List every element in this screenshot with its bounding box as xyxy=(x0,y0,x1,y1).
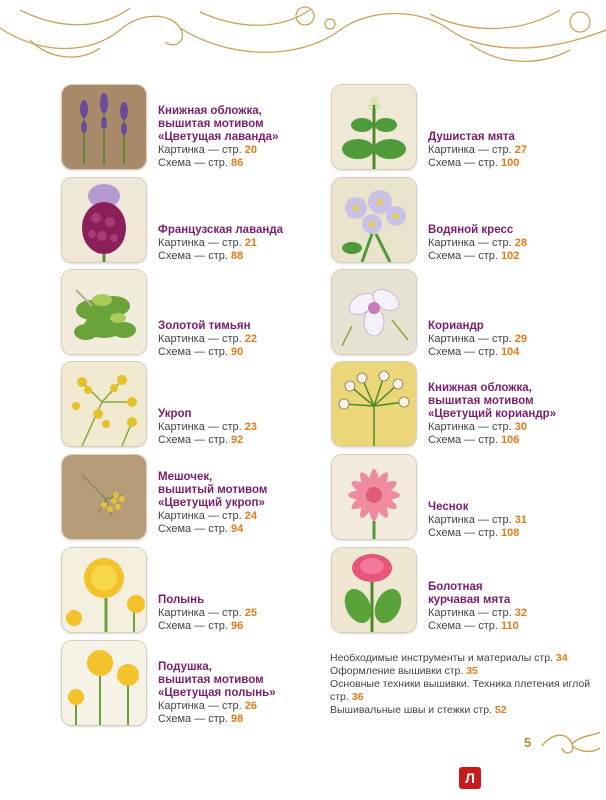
picture-label: Картинка — стр. xyxy=(428,514,512,526)
fragrant-mint-image xyxy=(332,85,416,169)
scheme-label: Схема — стр. xyxy=(158,250,228,262)
scheme-page[interactable]: 90 xyxy=(231,346,244,358)
entry-garlic[interactable] xyxy=(332,455,602,539)
picture-page[interactable]: 20 xyxy=(244,144,257,156)
picture-label: Картинка — стр. xyxy=(428,144,512,156)
entry-golden-thyme[interactable] xyxy=(62,270,332,358)
entry-dill-pouch[interactable] xyxy=(62,455,332,539)
picture-page[interactable]: 28 xyxy=(514,237,527,249)
entry-wormwood[interactable] xyxy=(62,548,332,632)
entry-wormwood-pillow[interactable] xyxy=(62,641,332,725)
entry-title: Кориандр xyxy=(428,320,484,332)
picture-label: Картинка — стр. xyxy=(158,607,242,619)
wormwood-image xyxy=(62,548,146,632)
entry-dill[interactable] xyxy=(62,362,332,446)
top-ornament xyxy=(0,0,606,70)
picture-page[interactable]: 23 xyxy=(244,421,257,433)
scheme-label: Схема — стр. xyxy=(428,434,498,446)
scheme-page[interactable]: 108 xyxy=(501,527,520,539)
entry-fragrant-mint[interactable] xyxy=(332,85,602,169)
picture-page[interactable]: 30 xyxy=(514,421,527,433)
picture-page[interactable]: 31 xyxy=(514,514,527,526)
scheme-label: Схема — стр. xyxy=(158,346,228,358)
scheme-page[interactable]: 102 xyxy=(501,250,520,262)
picture-page[interactable]: 29 xyxy=(514,333,527,345)
watermark-logo: Л xyxy=(459,767,481,789)
scheme-label: Схема — стр. xyxy=(428,250,498,262)
picture-label: Картинка — стр. xyxy=(428,237,512,249)
picture-label: Картинка — стр. xyxy=(428,421,512,433)
french-lavender-image xyxy=(62,178,146,262)
curly-water-mint-image xyxy=(332,548,416,632)
entry-title: Французская лаванда xyxy=(158,224,284,236)
scheme-label: Схема — стр. xyxy=(158,713,228,725)
watercress-image xyxy=(332,178,416,262)
picture-page[interactable]: 24 xyxy=(244,510,257,522)
entry-watercress[interactable] xyxy=(332,178,602,262)
entry-title: Чеснок xyxy=(428,501,469,513)
entry-curly-water-mint[interactable] xyxy=(332,548,602,632)
picture-label: Картинка — стр. xyxy=(158,144,242,156)
picture-page[interactable]: 27 xyxy=(514,144,527,156)
golden-thyme-image xyxy=(62,270,146,354)
chapter-list xyxy=(330,652,600,717)
entry-coriander[interactable] xyxy=(332,270,602,358)
entry-title: Душистая мята xyxy=(428,131,515,143)
scheme-label: Схема — стр. xyxy=(428,527,498,539)
coriander-image xyxy=(332,270,416,354)
entry-title: Книжная обложка, вышитая мотивом «Цветущий кориандр» xyxy=(428,382,557,420)
scheme-label: Схема — стр. xyxy=(428,346,498,358)
entry-title: Мешочек, вышитый мотивом «Цветущий укроп» xyxy=(158,471,268,509)
scheme-page[interactable]: 104 xyxy=(501,346,520,358)
entry-title: Полынь xyxy=(158,594,205,606)
scheme-label: Схема — стр. xyxy=(428,157,498,169)
chapter-item[interactable]: Оформление вышивки стр. 35 xyxy=(330,665,478,677)
entry-title: Золотой тимьян xyxy=(158,320,251,332)
picture-page[interactable]: 21 xyxy=(244,237,257,249)
scheme-label: Схема — стр. xyxy=(158,523,228,535)
scheme-page[interactable]: 98 xyxy=(231,713,244,725)
scheme-page[interactable]: 92 xyxy=(231,434,244,446)
scheme-label: Схема — стр. xyxy=(158,157,228,169)
corner-swirl-ornament xyxy=(538,728,602,758)
picture-label: Картинка — стр. xyxy=(158,510,242,522)
wormwood-pillow-image xyxy=(62,641,146,725)
scheme-page[interactable]: 106 xyxy=(501,434,520,446)
scheme-page[interactable]: 86 xyxy=(231,157,244,169)
dill-pouch-image xyxy=(62,455,146,539)
scheme-page[interactable]: 94 xyxy=(231,523,244,535)
chapter-item[interactable]: Основные техники вышивки. Техника плетения иглой стр. 36 xyxy=(330,678,591,703)
entry-french-lavender[interactable] xyxy=(62,178,332,262)
entry-lavender-cover[interactable] xyxy=(62,85,332,169)
picture-label: Картинка — стр. xyxy=(158,333,242,345)
dill-image xyxy=(62,362,146,446)
picture-page[interactable]: 25 xyxy=(244,607,257,619)
scheme-label: Схема — стр. xyxy=(428,620,498,632)
picture-label: Картинка — стр. xyxy=(428,607,512,619)
entry-title: Подушка, вышитая мотивом «Цветущая полынь» xyxy=(158,661,276,699)
scheme-label: Схема — стр. xyxy=(158,620,228,632)
entry-title: Книжная обложка, вышитая мотивом «Цветущая лаванда» xyxy=(158,105,279,143)
picture-label: Картинка — стр. xyxy=(158,237,242,249)
picture-page[interactable]: 22 xyxy=(244,333,257,345)
entry-coriander-cover[interactable] xyxy=(332,362,602,446)
picture-page[interactable]: 32 xyxy=(514,607,527,619)
scheme-label: Схема — стр. xyxy=(158,434,228,446)
entry-title: Укроп xyxy=(158,408,192,420)
scheme-page[interactable]: 96 xyxy=(231,620,244,632)
picture-page[interactable]: 26 xyxy=(244,700,257,712)
picture-label: Картинка — стр. xyxy=(428,333,512,345)
scheme-page[interactable]: 110 xyxy=(501,620,519,632)
entry-title: Болотная курчавая мята xyxy=(428,581,511,606)
picture-label: Картинка — стр. xyxy=(158,421,242,433)
entry-title: Водяной кресс xyxy=(428,224,514,236)
picture-label: Картинка — стр. xyxy=(158,700,242,712)
page-number: 5 xyxy=(524,735,532,750)
scheme-page[interactable]: 88 xyxy=(231,250,244,262)
scheme-page[interactable]: 100 xyxy=(501,157,520,169)
garlic-image xyxy=(332,455,416,539)
chapter-item[interactable]: Вышивальные швы и стежки стр. 52 xyxy=(330,704,507,716)
chapter-item[interactable]: Необходимые инструменты и материалы стр. 34 xyxy=(330,652,568,664)
lavender-book-cover-image xyxy=(62,85,146,169)
coriander-book-cover-image xyxy=(332,362,416,446)
